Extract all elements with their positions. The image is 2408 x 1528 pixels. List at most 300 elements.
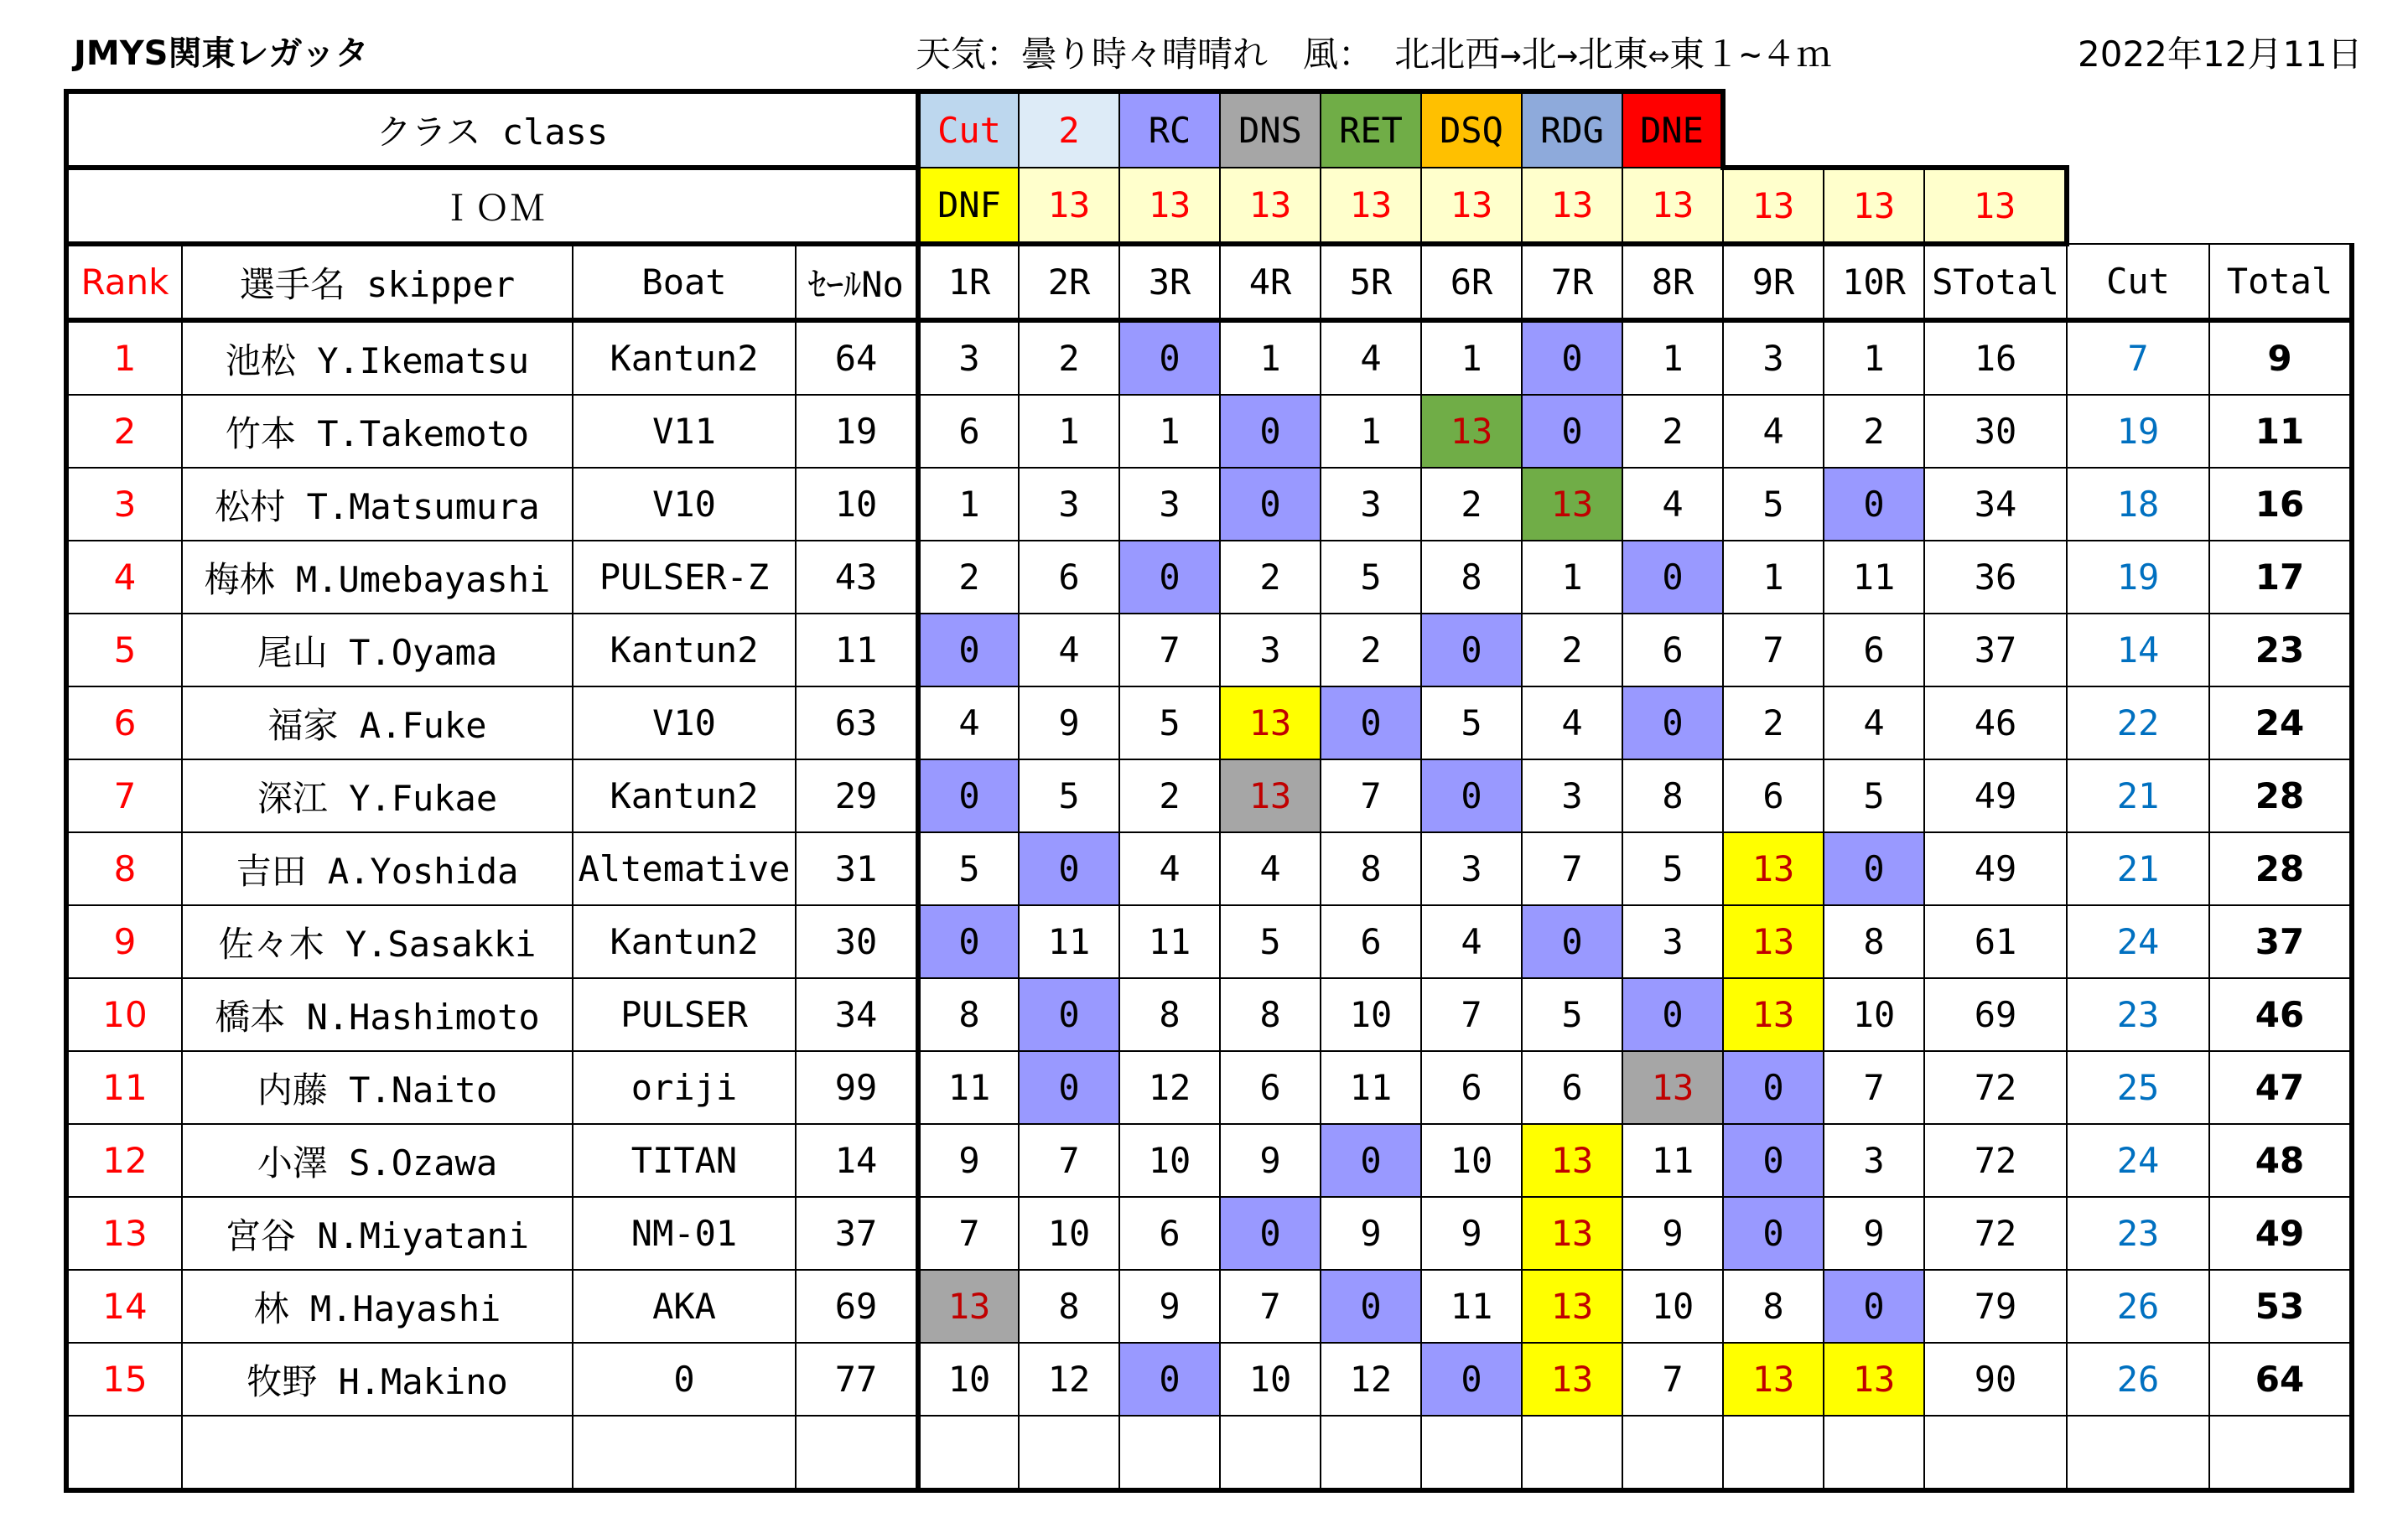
total-cell: 53: [2209, 1270, 2352, 1343]
boat-cell: Kantun2: [573, 759, 796, 832]
cut-cell: 7: [2067, 320, 2209, 395]
table-row: [66, 468, 2354, 541]
empty-cell: [1622, 1416, 1723, 1490]
penalty-value: 13: [1622, 168, 1723, 244]
legend-code-dne: DNE: [1622, 91, 1723, 168]
race-score-cell: 3: [1019, 468, 1119, 541]
race-score-cell: 12: [1321, 1343, 1421, 1416]
table-row: [66, 978, 2354, 1051]
sail-number-cell: 30: [796, 905, 918, 978]
stotal-cell: 72: [1924, 1197, 2067, 1270]
column-header: 5R: [1321, 244, 1421, 320]
race-score-cell: 0: [1522, 320, 1622, 395]
stotal-cell: 49: [1924, 759, 2067, 832]
race-score-cell: 9: [918, 1124, 1019, 1197]
empty-cell: [1522, 1416, 1622, 1490]
stotal-cell: 72: [1924, 1051, 2067, 1124]
race-score-cell: 4: [1421, 905, 1522, 978]
rank-cell: 11: [66, 1051, 182, 1124]
boat-cell: Kantun2: [573, 320, 796, 395]
race-score-cell: 2: [1119, 759, 1220, 832]
boat-cell: TITAN: [573, 1124, 796, 1197]
boat-cell: NM-01: [573, 1197, 796, 1270]
total-cell: 46: [2209, 978, 2352, 1051]
sail-number-cell: 77: [796, 1343, 918, 1416]
race-score-cell: 10: [1019, 1197, 1119, 1270]
rank-cell: 3: [66, 468, 182, 541]
empty-cell: [1321, 1416, 1421, 1490]
race-score-cell: 7: [1321, 759, 1421, 832]
race-score-cell: 2: [1723, 686, 1824, 759]
empty-cell: [1019, 1416, 1119, 1490]
race-score-cell: 13: [918, 1270, 1019, 1343]
race-score-cell: 0: [1421, 614, 1522, 686]
race-score-cell: 9: [1220, 1124, 1321, 1197]
skipper-cell: 林 M.Hayashi: [182, 1270, 573, 1343]
race-score-cell: 2: [1824, 395, 1924, 468]
race-score-cell: 0: [1723, 1051, 1824, 1124]
total-cell: 23: [2209, 614, 2352, 686]
race-score-cell: 3: [1220, 614, 1321, 686]
penalty-value: 13: [1421, 168, 1522, 244]
boat-cell: PULSER-Z: [573, 541, 796, 614]
race-score-cell: 0: [1321, 1124, 1421, 1197]
race-score-cell: 13: [1723, 1343, 1824, 1416]
empty-cell: [796, 1416, 918, 1490]
race-score-cell: 10: [1421, 1124, 1522, 1197]
race-score-cell: 3: [1723, 320, 1824, 395]
race-score-cell: 6: [1220, 1051, 1321, 1124]
cut-cell: 25: [2067, 1051, 2209, 1124]
class-row: [66, 168, 2354, 244]
race-score-cell: 4: [1220, 832, 1321, 905]
column-header: 8R: [1622, 244, 1723, 320]
empty-cell: [573, 1416, 796, 1490]
skipper-cell: 松村 T.Matsumura: [182, 468, 573, 541]
race-score-cell: 5: [1321, 541, 1421, 614]
cut-cell: 22: [2067, 686, 2209, 759]
race-score-cell: 5: [1723, 468, 1824, 541]
race-score-cell: 10: [918, 1343, 1019, 1416]
column-header: STotal: [1924, 244, 2067, 320]
boat-cell: V11: [573, 395, 796, 468]
skipper-cell: 福家 A.Fuke: [182, 686, 573, 759]
race-score-cell: 2: [1019, 320, 1119, 395]
race-score-cell: 4: [1622, 468, 1723, 541]
race-score-cell: 11: [1119, 905, 1220, 978]
table-row: [66, 905, 2354, 978]
regatta-title: JMYS関東レガッタ: [74, 34, 369, 73]
race-score-cell: 7: [1723, 614, 1824, 686]
rank-cell: 5: [66, 614, 182, 686]
cut-cell: 19: [2067, 395, 2209, 468]
skipper-cell: 深江 Y.Fukae: [182, 759, 573, 832]
race-score-cell: 0: [1622, 541, 1723, 614]
skipper-cell: 池松 Y.Ikematsu: [182, 320, 573, 395]
race-score-cell: 4: [1522, 686, 1622, 759]
stotal-cell: 72: [1924, 1124, 2067, 1197]
table-row: [66, 759, 2354, 832]
race-score-cell: 0: [1220, 395, 1321, 468]
legend-code-dnf: DNF: [918, 168, 1019, 244]
race-score-cell: 0: [1119, 541, 1220, 614]
rank-cell: 2: [66, 395, 182, 468]
race-score-cell: 8: [918, 978, 1019, 1051]
race-score-cell: 7: [1119, 614, 1220, 686]
total-cell: 64: [2209, 1343, 2352, 1416]
race-score-cell: 4: [918, 686, 1019, 759]
table-row: [66, 1270, 2354, 1343]
boat-cell: V10: [573, 468, 796, 541]
race-score-cell: 5: [1119, 686, 1220, 759]
penalty-value: 13: [1220, 168, 1321, 244]
penalty-value: 13: [1522, 168, 1622, 244]
empty-cell: [1824, 1416, 1924, 1490]
penalty-value: 13: [1119, 168, 1220, 244]
race-score-cell: 5: [1421, 686, 1522, 759]
table-row: [66, 1051, 2354, 1124]
stotal-cell: 79: [1924, 1270, 2067, 1343]
sail-number-cell: 64: [796, 320, 918, 395]
boat-cell: Kantun2: [573, 905, 796, 978]
empty-cell: [2067, 1416, 2209, 1490]
race-score-cell: 7: [1522, 832, 1622, 905]
race-score-cell: 7: [1622, 1343, 1723, 1416]
race-score-cell: 3: [918, 320, 1019, 395]
total-cell: 49: [2209, 1197, 2352, 1270]
race-score-cell: 4: [1723, 395, 1824, 468]
race-score-cell: 8: [1622, 759, 1723, 832]
race-score-cell: 2: [1421, 468, 1522, 541]
sail-number-cell: 99: [796, 1051, 918, 1124]
skipper-cell: 内藤 T.Naito: [182, 1051, 573, 1124]
race-score-cell: 1: [1522, 541, 1622, 614]
sail-number-cell: 69: [796, 1270, 918, 1343]
race-score-cell: 0: [1723, 1197, 1824, 1270]
race-score-cell: 13: [1522, 1343, 1622, 1416]
total-cell: 17: [2209, 541, 2352, 614]
boat-cell: Altemative: [573, 832, 796, 905]
race-score-cell: 4: [1019, 614, 1119, 686]
sail-number-cell: 11: [796, 614, 918, 686]
table-row: [66, 1124, 2354, 1197]
empty-cell: [2209, 1416, 2352, 1490]
race-score-cell: 0: [1220, 1197, 1321, 1270]
column-header: ｾｰﾙNo: [796, 244, 918, 320]
race-score-cell: 0: [918, 759, 1019, 832]
rank-cell: 7: [66, 759, 182, 832]
race-score-cell: 10: [1622, 1270, 1723, 1343]
empty-cell: [918, 1416, 1019, 1490]
race-score-cell: 6: [1119, 1197, 1220, 1270]
race-score-cell: 8: [1019, 1270, 1119, 1343]
race-score-cell: 10: [1824, 978, 1924, 1051]
race-score-cell: 13: [1522, 1197, 1622, 1270]
penalty-value: 13: [1019, 168, 1119, 244]
race-score-cell: 6: [1522, 1051, 1622, 1124]
table-row: [66, 614, 2354, 686]
boat-cell: oriji: [573, 1051, 796, 1124]
cut-cell: 19: [2067, 541, 2209, 614]
sail-number-cell: 19: [796, 395, 918, 468]
table-row: [66, 832, 2354, 905]
class-name: ＩＯＭ: [66, 168, 918, 244]
race-score-cell: 5: [1522, 978, 1622, 1051]
race-score-cell: 13: [1723, 978, 1824, 1051]
race-score-cell: 2: [918, 541, 1019, 614]
total-cell: 24: [2209, 686, 2352, 759]
skipper-cell: 牧野 H.Makino: [182, 1343, 573, 1416]
race-score-cell: 0: [1019, 832, 1119, 905]
race-score-cell: 5: [1220, 905, 1321, 978]
skipper-cell: 吉田 A.Yoshida: [182, 832, 573, 905]
column-header: 3R: [1119, 244, 1220, 320]
race-score-cell: 13: [1421, 395, 1522, 468]
rank-cell: 15: [66, 1343, 182, 1416]
race-score-cell: 9: [1321, 1197, 1421, 1270]
sail-number-cell: 29: [796, 759, 918, 832]
race-score-cell: 0: [1321, 1270, 1421, 1343]
race-score-cell: 0: [1119, 1343, 1220, 1416]
skipper-cell: 尾山 T.Oyama: [182, 614, 573, 686]
stotal-cell: 16: [1924, 320, 2067, 395]
race-score-cell: 11: [1421, 1270, 1522, 1343]
empty-cell: [1924, 1416, 2067, 1490]
race-score-cell: 1: [1723, 541, 1824, 614]
race-score-cell: 7: [918, 1197, 1019, 1270]
rank-cell: 9: [66, 905, 182, 978]
rank-cell: 14: [66, 1270, 182, 1343]
race-score-cell: 13: [1220, 759, 1321, 832]
race-score-cell: 0: [1019, 978, 1119, 1051]
empty-cell: [66, 1416, 182, 1490]
race-score-cell: 1: [1019, 395, 1119, 468]
race-score-cell: 7: [1019, 1124, 1119, 1197]
total-cell: 9: [2209, 320, 2352, 395]
race-score-cell: 0: [1321, 686, 1421, 759]
sail-number-cell: 37: [796, 1197, 918, 1270]
cut-cell: 24: [2067, 905, 2209, 978]
penalty-value: 13: [1924, 168, 2067, 244]
race-score-cell: 11: [1622, 1124, 1723, 1197]
race-score-cell: 1: [1824, 320, 1924, 395]
race-score-cell: 9: [1824, 1197, 1924, 1270]
race-score-cell: 0: [1220, 468, 1321, 541]
race-score-cell: 0: [1824, 468, 1924, 541]
penalty-value: 13: [1824, 168, 1924, 244]
table-row: [66, 1197, 2354, 1270]
legend-code-two: 2: [1019, 91, 1119, 168]
race-score-cell: 0: [918, 614, 1019, 686]
cut-cell: 21: [2067, 759, 2209, 832]
race-score-cell: 1: [1119, 395, 1220, 468]
rank-cell: 13: [66, 1197, 182, 1270]
race-score-cell: 8: [1220, 978, 1321, 1051]
total-cell: 47: [2209, 1051, 2352, 1124]
race-score-cell: 13: [1723, 832, 1824, 905]
rank-cell: 10: [66, 978, 182, 1051]
empty-cell: [1723, 1416, 1824, 1490]
race-score-cell: 10: [1220, 1343, 1321, 1416]
skipper-cell: 宮谷 N.Miyatani: [182, 1197, 573, 1270]
race-score-cell: 6: [918, 395, 1019, 468]
race-score-cell: 0: [1522, 395, 1622, 468]
race-score-cell: 0: [1421, 1343, 1522, 1416]
race-score-cell: 13: [1622, 1051, 1723, 1124]
race-score-cell: 6: [1723, 759, 1824, 832]
race-score-cell: 5: [1622, 832, 1723, 905]
penalty-value: 13: [1723, 168, 1824, 244]
skipper-cell: 佐々木 Y.Sasakki: [182, 905, 573, 978]
empty-cell: [1119, 1416, 1220, 1490]
sail-number-cell: 14: [796, 1124, 918, 1197]
skipper-cell: 竹本 T.Takemoto: [182, 395, 573, 468]
race-score-cell: 2: [1522, 614, 1622, 686]
cut-cell: 26: [2067, 1343, 2209, 1416]
sail-number-cell: 63: [796, 686, 918, 759]
cut-cell: 21: [2067, 832, 2209, 905]
race-score-cell: 6: [1019, 541, 1119, 614]
race-score-cell: 0: [1824, 832, 1924, 905]
race-score-cell: 13: [1723, 905, 1824, 978]
race-score-cell: 2: [1622, 395, 1723, 468]
empty-cell: [1220, 1416, 1321, 1490]
rank-cell: 12: [66, 1124, 182, 1197]
race-score-cell: 0: [1622, 978, 1723, 1051]
race-score-cell: 7: [1824, 1051, 1924, 1124]
boat-cell: Kantun2: [573, 614, 796, 686]
legend-code-rdg: RDG: [1522, 91, 1622, 168]
race-score-cell: 11: [1019, 905, 1119, 978]
race-score-cell: 1: [1622, 320, 1723, 395]
race-score-cell: 4: [1119, 832, 1220, 905]
race-score-cell: 1: [1321, 395, 1421, 468]
table-row: [66, 541, 2354, 614]
race-score-cell: 0: [1522, 905, 1622, 978]
rank-cell: 6: [66, 686, 182, 759]
race-score-cell: 13: [1522, 468, 1622, 541]
stotal-cell: 30: [1924, 395, 2067, 468]
column-header: 4R: [1220, 244, 1321, 320]
boat-cell: V10: [573, 686, 796, 759]
race-score-cell: 0: [1723, 1124, 1824, 1197]
race-score-cell: 11: [918, 1051, 1019, 1124]
column-header: 1R: [918, 244, 1019, 320]
table-row: [66, 1343, 2354, 1416]
total-cell: 48: [2209, 1124, 2352, 1197]
column-header: 7R: [1522, 244, 1622, 320]
race-score-cell: 6: [1824, 614, 1924, 686]
total-cell: 28: [2209, 832, 2352, 905]
race-score-cell: 1: [1421, 320, 1522, 395]
rank-cell: 8: [66, 832, 182, 905]
column-header: Cut: [2067, 244, 2209, 320]
class-label: クラス class: [66, 91, 918, 168]
race-score-cell: 9: [1119, 1270, 1220, 1343]
empty-cell: [182, 1416, 573, 1490]
legend-code-dns: DNS: [1220, 91, 1321, 168]
stotal-cell: 90: [1924, 1343, 2067, 1416]
race-score-cell: 3: [1421, 832, 1522, 905]
cut-cell: 26: [2067, 1270, 2209, 1343]
total-cell: 11: [2209, 395, 2352, 468]
cut-cell: 18: [2067, 468, 2209, 541]
race-score-cell: 0: [918, 905, 1019, 978]
total-cell: 16: [2209, 468, 2352, 541]
results-table: [64, 89, 2357, 1493]
skipper-cell: 小澤 S.Ozawa: [182, 1124, 573, 1197]
stotal-cell: 34: [1924, 468, 2067, 541]
race-score-cell: 7: [1220, 1270, 1321, 1343]
race-score-cell: 8: [1824, 905, 1924, 978]
race-score-cell: 6: [1622, 614, 1723, 686]
skipper-cell: 梅林 M.Umebayashi: [182, 541, 573, 614]
event-date: 2022年12月11日: [2078, 34, 2363, 75]
column-header: 10R: [1824, 244, 1924, 320]
race-score-cell: 10: [1321, 978, 1421, 1051]
column-header: Boat: [573, 244, 796, 320]
stotal-cell: 46: [1924, 686, 2067, 759]
weather-info: 天気：曇り時々晴晴れ 風： 北北西→北→北東⇔東１~４ｍ: [916, 34, 1832, 75]
column-header: Total: [2209, 244, 2352, 320]
race-score-cell: 0: [1119, 320, 1220, 395]
column-header: 選手名 skipper: [182, 244, 573, 320]
race-score-cell: 4: [1824, 686, 1924, 759]
race-score-cell: 7: [1421, 978, 1522, 1051]
race-score-cell: 2: [1220, 541, 1321, 614]
race-score-cell: 13: [1522, 1270, 1622, 1343]
empty-cell: [1421, 1416, 1522, 1490]
race-score-cell: 1: [918, 468, 1019, 541]
stotal-cell: 69: [1924, 978, 2067, 1051]
race-score-cell: 8: [1321, 832, 1421, 905]
legend-code-dsq: DSQ: [1421, 91, 1522, 168]
cut-cell: 24: [2067, 1124, 2209, 1197]
race-score-cell: 4: [1321, 320, 1421, 395]
race-score-cell: 11: [1321, 1051, 1421, 1124]
race-score-cell: 3: [1622, 905, 1723, 978]
column-header: 9R: [1723, 244, 1824, 320]
total-cell: 28: [2209, 759, 2352, 832]
sail-number-cell: 34: [796, 978, 918, 1051]
legend-row: [66, 91, 2354, 168]
stotal-cell: 49: [1924, 832, 2067, 905]
race-score-cell: 6: [1321, 905, 1421, 978]
race-score-cell: 5: [918, 832, 1019, 905]
race-score-cell: 0: [1824, 1270, 1924, 1343]
race-score-cell: 8: [1421, 541, 1522, 614]
boat-cell: AKA: [573, 1270, 796, 1343]
column-header-row: [66, 244, 2354, 320]
race-score-cell: 5: [1019, 759, 1119, 832]
race-score-cell: 0: [1622, 686, 1723, 759]
total-cell: 37: [2209, 905, 2352, 978]
race-score-cell: 3: [1321, 468, 1421, 541]
race-score-cell: 3: [1522, 759, 1622, 832]
stotal-cell: 61: [1924, 905, 2067, 978]
column-header: 2R: [1019, 244, 1119, 320]
race-score-cell: 9: [1421, 1197, 1522, 1270]
legend-code-rc: RC: [1119, 91, 1220, 168]
rank-cell: 1: [66, 320, 182, 395]
legend-code-cut: Cut: [918, 91, 1019, 168]
race-score-cell: 0: [1019, 1051, 1119, 1124]
table-row: [66, 320, 2354, 395]
race-score-cell: 12: [1119, 1051, 1220, 1124]
race-score-cell: 9: [1019, 686, 1119, 759]
race-score-cell: 5: [1824, 759, 1924, 832]
race-score-cell: 3: [1119, 468, 1220, 541]
